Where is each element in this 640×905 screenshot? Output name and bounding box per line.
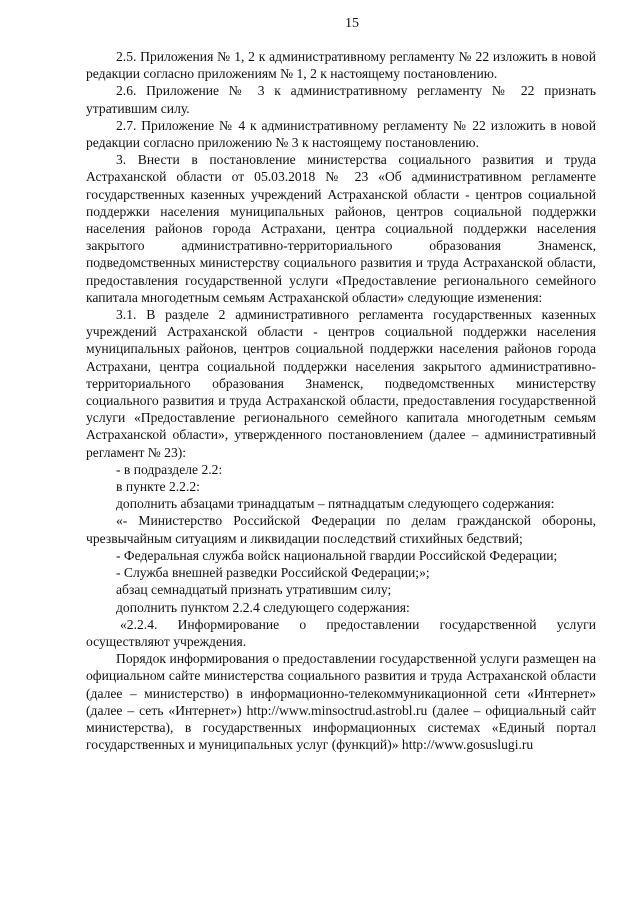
paragraph-3: 3. Внести в постановление министерства социального развития и труда Астраханской области от 05.03.2018 № 23 «Об административном регламенте государственных казенных учреждений Астраханской области - центров социальной поддержки населения муниципальных районов, центров социальной поддержки населения районов города Астрахани, центра социальной поддержки населения закрытого административно-территориального образования Знаменск, подведомственных министерству социального развития и труда Астраханской области, предоставления государственной услуги «Предоставление регионального семейного капитала многодетным семьям Астраханской области» следующие изменения: [86, 152, 596, 305]
paragraph-add-point-2-2-4: дополнить пунктом 2.2.4 следующего содержания: [116, 599, 410, 615]
page-number: 15 [345, 16, 359, 31]
paragraph-order-informing: Порядок информирования о предоставлении государственной услуги размещен на официальном сайте министерства социального развития и труда Астраханской области (далее – министерство) в информационно-телекоммуникационной сети «Интернет» (далее – сеть «Интернет») http://www.minsoctrud.astrobl.ru (далее – официальный сайт министерства), в государственных информационных системах «Единый портал государственных и муниципальных услуг (функций)» http://www.gosuslugi.ru [86, 651, 596, 753]
paragraph-subsection-2-2: - в подразделе 2.2: [116, 461, 223, 477]
paragraph-point-2-2-2: в пункте 2.2.2: [116, 479, 200, 495]
paragraph-abzac-17: абзац семнадцатый признать утратившим силу; [116, 582, 392, 598]
paragraph-add-abzacy: дополнить абзацами тринадцатым – пятнадцатым следующего содержания: [116, 496, 555, 512]
paragraph-rosgvardia: - Федеральная служба войск национальной гвардии Российской Федерации; [116, 547, 558, 563]
paragraph-mchs: «- Министерство Российской Федерации по делам гражданской обороны, чрезвычайным ситуациям и ликвидации последствий стихийных бедствий; [86, 513, 596, 546]
paragraph-svr: - Служба внешней разведки Российской Федерации;»; [116, 565, 430, 581]
paragraph-2-6: 2.6. Приложение № 3 к административному регламенту № 22 признать утратившим силу. [86, 83, 596, 116]
paragraph-2-2-4: «2.2.4. Информирование о предоставлении государственной услуги осуществляют учреждения. [86, 616, 596, 649]
paragraph-2-7: 2.7. Приложение № 4 к административному регламенту № 22 изложить в новой редакции согласно приложению № 3 к настоящему постановлению. [86, 117, 596, 151]
paragraph-3-1: 3.1. В разделе 2 административного регламента государственных казенных учреждений Астраханской области - центров социальной поддержки населения муниципальных районов, центров социальной поддержки населения районов города Астрахани, центра социальной поддержки населения закрытого административно-территориального образования Знаменск, подведомственных министерству социального развития и труда Астраханской области, предоставления государственной услуги «Предоставление регионального семейного капитала многодетным семьям Астраханской области», утвержденного постановлением (далее – административный регламент № 23): [86, 307, 596, 460]
paragraph-2-5: 2.5. Приложения № 1, 2 к административному регламенту № 22 изложить в новой редакции согласно приложениям № 1, 2 к настоящему постановлению. [86, 49, 596, 82]
